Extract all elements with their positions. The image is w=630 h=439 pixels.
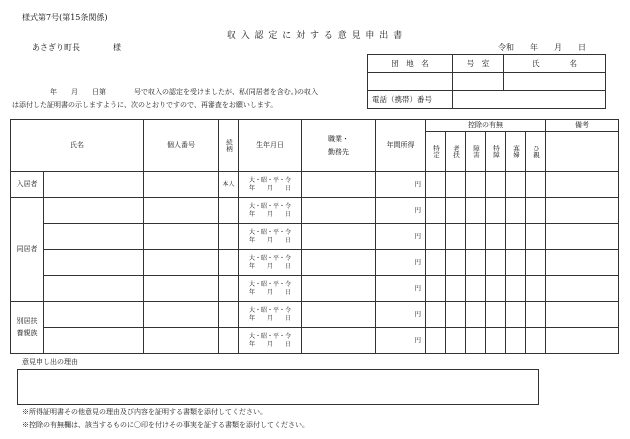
id-cell[interactable] bbox=[144, 250, 219, 276]
deduction-cell[interactable] bbox=[446, 302, 466, 328]
deduction-cell[interactable] bbox=[526, 328, 546, 354]
id-cell[interactable] bbox=[144, 276, 219, 302]
deduction-cell[interactable] bbox=[426, 276, 446, 302]
remarks-cell[interactable] bbox=[546, 276, 619, 302]
deduction-cell[interactable] bbox=[506, 224, 526, 250]
deduction-cell[interactable] bbox=[486, 172, 506, 198]
group-applicant: 入居者 bbox=[11, 172, 44, 198]
table-row bbox=[11, 302, 619, 328]
birthdate-cell[interactable]: 大・昭・平・令 年 月 日 bbox=[239, 250, 302, 276]
deduction-cell[interactable] bbox=[466, 328, 486, 354]
remarks-cell[interactable] bbox=[546, 172, 619, 198]
deduction-cell[interactable] bbox=[526, 276, 546, 302]
deduction-cell[interactable] bbox=[426, 302, 446, 328]
name-cell[interactable] bbox=[44, 224, 144, 250]
phone-field[interactable] bbox=[453, 91, 606, 109]
deduction-cell[interactable] bbox=[506, 302, 526, 328]
deduction-cell[interactable] bbox=[466, 198, 486, 224]
table-row bbox=[11, 328, 619, 354]
birthdate-cell[interactable]: 大・昭・平・令 年 月 日 bbox=[239, 224, 302, 250]
header-birthdate: 生年月日 bbox=[239, 120, 302, 172]
relation-cell[interactable] bbox=[219, 328, 239, 354]
table-row bbox=[11, 172, 619, 198]
form-number: 様式第7号(第15条関係) bbox=[22, 13, 108, 22]
birthdate-cell[interactable]: 大・昭・平・令 年 月 日 bbox=[239, 276, 302, 302]
table-row bbox=[11, 198, 619, 224]
remarks-cell[interactable] bbox=[546, 198, 619, 224]
id-cell[interactable] bbox=[144, 172, 219, 198]
deduction-cell[interactable] bbox=[466, 250, 486, 276]
deduction-elderly: 老扶 bbox=[446, 132, 466, 172]
relation-cell[interactable] bbox=[219, 224, 239, 250]
birthdate-cell[interactable]: 大・昭・平・令 年 月 日 bbox=[239, 328, 302, 354]
occupation-cell[interactable] bbox=[302, 302, 376, 328]
name-field[interactable] bbox=[504, 73, 606, 91]
deduction-cell[interactable] bbox=[446, 224, 466, 250]
header-income: 年間所得 bbox=[376, 120, 426, 172]
deduction-cell[interactable] bbox=[526, 302, 546, 328]
remarks-cell[interactable] bbox=[546, 250, 619, 276]
id-cell[interactable] bbox=[144, 302, 219, 328]
deduction-cell[interactable] bbox=[506, 198, 526, 224]
name-cell[interactable] bbox=[44, 198, 144, 224]
deduction-cell[interactable] bbox=[486, 198, 506, 224]
intro-line-2: は添付した証明書の示しますように、次のとおりですので、再審査をお願いします。 bbox=[12, 101, 278, 109]
reason-label: 意見申し出の理由 bbox=[22, 358, 78, 366]
deduction-cell[interactable] bbox=[446, 276, 466, 302]
birthdate-cell[interactable]: 大・昭・平・令 年 月 日 bbox=[239, 198, 302, 224]
honorific: 様 bbox=[113, 43, 121, 52]
income-cell[interactable]: 円 bbox=[376, 302, 426, 328]
income-cell[interactable]: 円 bbox=[376, 250, 426, 276]
deduction-cell[interactable] bbox=[486, 328, 506, 354]
deduction-cell[interactable] bbox=[486, 224, 506, 250]
date-line: 令和 年 月 日 bbox=[498, 43, 586, 52]
name-cell[interactable] bbox=[44, 302, 144, 328]
deduction-cell[interactable] bbox=[446, 328, 466, 354]
income-table bbox=[10, 119, 619, 354]
birthdate-cell[interactable]: 大・昭・平・令 年 月 日 bbox=[239, 302, 302, 328]
header-relation: 続柄 bbox=[219, 120, 239, 172]
deduction-single-parent: ひ親 bbox=[526, 132, 546, 172]
relation-cell[interactable] bbox=[219, 198, 239, 224]
applicant-info-table bbox=[367, 54, 606, 109]
header-name: 氏 名 bbox=[504, 55, 606, 73]
relation-cell[interactable] bbox=[219, 250, 239, 276]
table-row bbox=[11, 224, 619, 250]
deduction-cell[interactable] bbox=[446, 172, 466, 198]
deduction-cell[interactable] bbox=[506, 172, 526, 198]
header-remarks: 備考 bbox=[546, 120, 619, 132]
remarks-cell[interactable] bbox=[546, 328, 619, 354]
income-cell[interactable]: 円 bbox=[376, 328, 426, 354]
deduction-cell[interactable] bbox=[426, 224, 446, 250]
deduction-cell[interactable] bbox=[466, 172, 486, 198]
occupation-cell[interactable] bbox=[302, 224, 376, 250]
header-occupation: 職業・ 勤務先 bbox=[302, 120, 376, 172]
deduction-cell[interactable] bbox=[446, 198, 466, 224]
phone-label: 電話（携帯）番号 bbox=[368, 91, 453, 109]
deduction-cell[interactable] bbox=[426, 328, 446, 354]
page-title: 収 入 認 定 に 対 す る 意 見 申 出 書 bbox=[226, 31, 404, 41]
deduction-disability: 障害 bbox=[466, 132, 486, 172]
deduction-cell[interactable] bbox=[506, 328, 526, 354]
header-housing-name: 団 地 名 bbox=[368, 55, 453, 73]
deduction-cell[interactable] bbox=[426, 250, 446, 276]
deduction-specific: 特定 bbox=[426, 132, 446, 172]
header-room: 号 室 bbox=[453, 55, 504, 73]
header-id: 個人番号 bbox=[144, 120, 219, 172]
remarks-sub bbox=[546, 132, 619, 172]
occupation-cell[interactable] bbox=[302, 250, 376, 276]
deduction-cell[interactable] bbox=[426, 172, 446, 198]
deduction-cell[interactable] bbox=[446, 250, 466, 276]
note-2: ※控除の有無欄は、該当するものに〇印を付けその事実を証する書類を添付してください。 bbox=[22, 421, 309, 429]
name-cell[interactable] bbox=[44, 328, 144, 354]
deduction-cell[interactable] bbox=[526, 198, 546, 224]
occupation-cell[interactable] bbox=[302, 198, 376, 224]
income-cell[interactable]: 円 bbox=[376, 198, 426, 224]
occupation-cell[interactable] bbox=[302, 276, 376, 302]
income-cell[interactable]: 円 bbox=[376, 276, 426, 302]
deduction-cell[interactable] bbox=[526, 172, 546, 198]
name-cell[interactable] bbox=[44, 250, 144, 276]
deduction-cell[interactable] bbox=[486, 302, 506, 328]
id-cell[interactable] bbox=[144, 328, 219, 354]
deduction-cell[interactable] bbox=[486, 276, 506, 302]
deduction-cell[interactable] bbox=[486, 250, 506, 276]
reason-field[interactable] bbox=[17, 369, 539, 405]
deduction-cell[interactable] bbox=[526, 224, 546, 250]
deduction-cell[interactable] bbox=[426, 198, 446, 224]
housing-name-field[interactable] bbox=[368, 73, 453, 91]
deduction-special-disability: 特障 bbox=[486, 132, 506, 172]
occupation-cell[interactable] bbox=[302, 172, 376, 198]
group-separate-dependents: 別居扶 養親族 bbox=[11, 302, 44, 354]
table-row bbox=[11, 250, 619, 276]
addressee: あさぎり町長 bbox=[32, 43, 80, 52]
id-cell[interactable] bbox=[144, 198, 219, 224]
id-cell[interactable] bbox=[144, 224, 219, 250]
intro-line-1: 年 月 日第 号で収入の認定を受けましたが、私(同居者を含む。)の収入 bbox=[50, 88, 318, 96]
remarks-cell[interactable] bbox=[546, 302, 619, 328]
income-cell[interactable]: 円 bbox=[376, 172, 426, 198]
deduction-cell[interactable] bbox=[466, 224, 486, 250]
room-field[interactable] bbox=[453, 73, 504, 91]
table-row bbox=[11, 276, 619, 302]
deduction-widow: 寡婦 bbox=[506, 132, 526, 172]
deduction-cell[interactable] bbox=[506, 250, 526, 276]
note-1: ※所得証明書その他意見の理由及び内容を証明する書類を添付してください。 bbox=[22, 408, 267, 416]
name-cell[interactable] bbox=[44, 172, 144, 198]
relation-cell[interactable] bbox=[219, 302, 239, 328]
deduction-cell[interactable] bbox=[466, 276, 486, 302]
header-name: 氏名 bbox=[11, 120, 144, 172]
deduction-cell[interactable] bbox=[466, 302, 486, 328]
remarks-cell[interactable] bbox=[546, 224, 619, 250]
birthdate-cell[interactable]: 大・昭・平・令 年 月 日 bbox=[239, 172, 302, 198]
header-deductions: 控除の有無 bbox=[426, 120, 546, 132]
deduction-cell[interactable] bbox=[526, 250, 546, 276]
deduction-cell[interactable] bbox=[506, 276, 526, 302]
occupation-cell[interactable] bbox=[302, 328, 376, 354]
group-cohabitant: 同居者 bbox=[11, 198, 44, 302]
income-cell[interactable]: 円 bbox=[376, 224, 426, 250]
name-cell[interactable] bbox=[44, 276, 144, 302]
relation-cell[interactable] bbox=[219, 276, 239, 302]
relation-self: 本人 bbox=[219, 172, 239, 198]
